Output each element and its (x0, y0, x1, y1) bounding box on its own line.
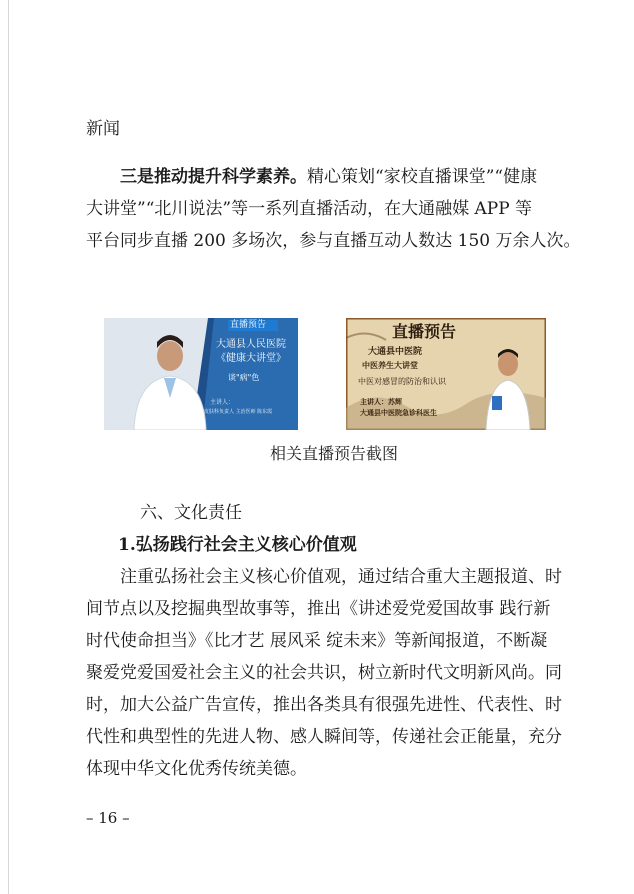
para2-line7: 体现中华文化优秀传统美德。 (86, 759, 307, 779)
para1-line1 (120, 166, 600, 188)
left-speaker-label: 主讲人： (210, 399, 235, 406)
para2-line5: 时，加大公益广告宣传，推出各类具有很强先进性、代表性、时 (86, 695, 562, 715)
right-line1: 大通县中医院 (368, 347, 423, 357)
para1-lead: 三是推动提升科学素养。 (120, 167, 307, 187)
figure-caption: 相关直播预告截图 (270, 444, 399, 463)
para1-line1-rest: 精心策划“家校直播课堂”“健康 (307, 167, 538, 187)
right-line2: 中医养生大讲堂 (362, 360, 418, 370)
para2-line2: 间节点以及挖掘典型故事等，推出《讲述爱党爱国故事 践行新 (86, 599, 551, 619)
top-word: 新闻 (86, 119, 120, 139)
left-badge: 直播预告 (230, 320, 267, 330)
right-speaker: 主讲人：苏辉 (360, 397, 402, 406)
para2-line4: 聚爱党爱国爱社会主义的社会共识，树立新时代文明新风尚。同 (86, 663, 562, 683)
left-speaker-detail: 皮肤科负责人 主治医师 陈东霞 (204, 409, 273, 415)
page-number: – 16 – (86, 809, 130, 827)
live-preview-image-left (104, 318, 298, 430)
left-line3: 谈"病"色 (228, 373, 260, 382)
para1-line2: 大讲堂”“北川说法”等一系列直播活动，在大通融媒 APP 等 (86, 199, 533, 219)
section-heading: 六、文化责任 (140, 503, 242, 523)
left-line2: 《健康大讲堂》 (216, 353, 286, 364)
left-line1: 大通县人民医院 (216, 339, 286, 350)
para2-line3: 时代使命担当》《比才艺 展风采 绽未来》等新闻报道，不断凝 (86, 631, 548, 651)
right-title: 直播预告 (392, 322, 457, 341)
right-speaker-detail: 大通县中医院急诊科医生 (360, 408, 437, 417)
right-topic: 中医对感冒的防治和认识 (358, 377, 446, 386)
para1-line3: 平台同步直播 200 多场次，参与直播互动人数达 150 万余人次。 (86, 231, 581, 251)
para2-line6: 代性和典型性的先进人物、感人瞬间等，传递社会正能量，充分 (86, 727, 562, 747)
live-preview-image-right (346, 318, 546, 430)
para2-line1: 注重弘扬社会主义核心价值观，通过结合重大主题报道、时 (120, 567, 562, 587)
subheading: 1.弘扬践行社会主义核心价值观 (118, 535, 357, 555)
page-edge (8, 0, 9, 894)
